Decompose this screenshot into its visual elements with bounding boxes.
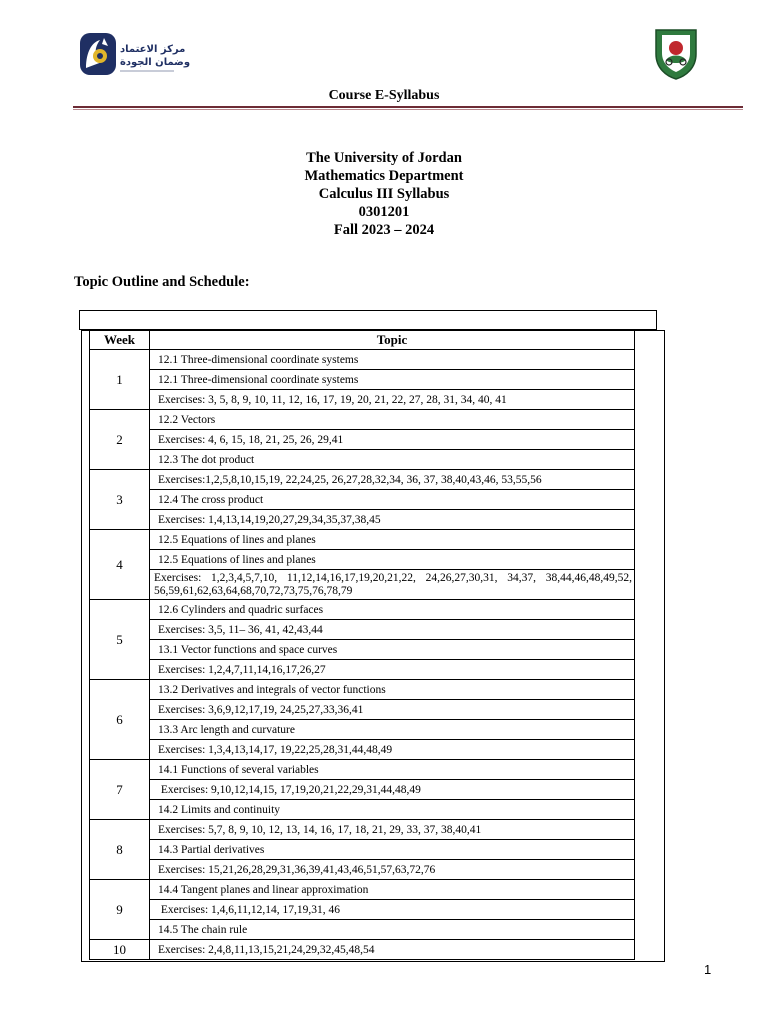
header-title: Course E-Syllabus <box>328 88 440 103</box>
table-row <box>90 840 635 860</box>
table-row <box>90 720 635 740</box>
table-row <box>90 900 635 920</box>
table-row <box>90 370 635 390</box>
table-row <box>90 600 635 620</box>
table-row <box>90 660 635 680</box>
table-row <box>90 620 635 640</box>
exercises-cell: Exercises: 1,4,6,11,12,14, 17,19,31, 46 <box>150 900 635 920</box>
topic-cell: 14.4 Tangent planes and linear approximation <box>150 880 635 900</box>
table-row <box>90 940 635 960</box>
topic-cell: 13.3 Arc length and curvature <box>150 720 635 740</box>
topic-cell: 12.1 Three-dimensional coordinate systems <box>150 350 635 370</box>
department-name: Mathematics Department <box>304 168 464 184</box>
svg-text:مركز الاعتماد: مركز الاعتماد <box>120 44 186 55</box>
exercises-cell: Exercises: 1,2,4,7,11,14,16,17,26,27 <box>150 660 635 680</box>
exercises-cell: Exercises: 9,10,12,14,15, 17,19,20,21,22,29,31,44,48,49 <box>150 780 635 800</box>
topic-cell: 14.2 Limits and continuity <box>150 800 635 820</box>
topic-cell: 14.3 Partial derivatives <box>150 840 635 860</box>
week-number-cell: 9 <box>90 880 150 940</box>
week-number-cell: 4 <box>90 530 150 600</box>
exercises-cell: Exercises: 4, 6, 15, 18, 21, 25, 26, 29,41 <box>150 430 635 450</box>
topic-cell: 12.6 Cylinders and quadric surfaces <box>150 600 635 620</box>
table-row <box>90 880 635 900</box>
table-row <box>90 760 635 780</box>
exercises-cell: Exercises:1,2,5,8,10,15,19, 22,24,25, 26,27,28,32,34, 36, 37, 38,40,43,46, 53,55,56 <box>150 470 635 490</box>
table-row <box>90 510 635 530</box>
topic-cell: 12.5 Equations of lines and planes <box>150 530 635 550</box>
course-number: 0301201 <box>358 204 410 220</box>
topic-cell: 12.5 Equations of lines and planes <box>150 550 635 570</box>
semester: Fall 2023 – 2024 <box>333 222 435 238</box>
university-name: The University of Jordan <box>306 150 462 166</box>
exercises-cell: Exercises: 1,3,4,13,14,17, 19,22,25,28,31,44,48,49 <box>150 740 635 760</box>
header-divider <box>73 106 743 108</box>
topic-column-header: Topic <box>150 330 635 350</box>
table-row <box>90 740 635 760</box>
topic-cell: 13.2 Derivatives and integrals of vector functions <box>150 680 635 700</box>
week-number-cell: 6 <box>90 680 150 760</box>
topic-cell: 12.2 Vectors <box>150 410 635 430</box>
week-number-cell: 10 <box>90 940 150 960</box>
week-number-cell: 1 <box>90 350 150 410</box>
table-row <box>90 530 635 550</box>
schedule-body <box>90 350 635 960</box>
table-row <box>90 350 635 370</box>
table-row <box>90 550 635 570</box>
week-number-cell: 5 <box>90 600 150 680</box>
table-row <box>90 570 635 600</box>
exercises-cell: Exercises: 15,21,26,28,29,31,36,39,41,43,46,51,57,63,72,76 <box>150 860 635 880</box>
exercises-cell: Exercises: 2,4,8,11,13,15,21,24,29,32,45,48,54 <box>150 940 635 960</box>
document-title-block <box>0 149 768 239</box>
week-column-header: Week <box>90 330 150 350</box>
exercises-cell: Exercises: 3, 5, 8, 9, 10, 11, 12, 16, 17, 19, 20, 21, 22, 27, 28, 31, 34, 40, 41 <box>150 390 635 410</box>
week-number-cell: 3 <box>90 470 150 530</box>
table-row <box>90 640 635 660</box>
header-divider-thin <box>73 109 743 110</box>
table-row <box>90 700 635 720</box>
table-row <box>90 780 635 800</box>
table-row <box>90 920 635 940</box>
svg-text:وضمان الجودة: وضمان الجودة <box>120 57 191 68</box>
page-number: 1 <box>704 962 712 977</box>
topic-cell: 13.1 Vector functions and space curves <box>150 640 635 660</box>
table-row <box>90 410 635 430</box>
table-row <box>90 470 635 490</box>
table-row <box>90 820 635 840</box>
week-number-cell: 8 <box>90 820 150 880</box>
exercises-cell: Exercises: 1,4,13,14,19,20,27,29,34,35,37,38,45 <box>150 510 635 530</box>
table-header-row <box>90 330 635 350</box>
topic-cell: 12.4 The cross product <box>150 490 635 510</box>
empty-header-box <box>79 310 657 330</box>
topic-cell: 14.1 Functions of several variables <box>150 760 635 780</box>
exercises-cell: Exercises: 1,2,3,4,5,7,10, 11,12,14,16,17,19,20,21,22, 24,26,27,30,31, 34,37, 38,44,46,48,49,52, 56,59,61,62,63,64,68,70,72,73,75,76,78,79 <box>150 570 635 600</box>
week-number-cell: 2 <box>90 410 150 470</box>
topic-cell: 12.3 The dot product <box>150 450 635 470</box>
table-row <box>90 390 635 410</box>
week-number-cell: 7 <box>90 760 150 820</box>
accreditation-center-logo <box>78 30 191 80</box>
table-row <box>90 490 635 510</box>
table-row <box>90 800 635 820</box>
table-row <box>90 860 635 880</box>
table-row <box>90 430 635 450</box>
exercises-cell: Exercises: 5,7, 8, 9, 10, 12, 13, 14, 16, 17, 18, 21, 29, 33, 37, 38,40,41 <box>150 820 635 840</box>
table-row <box>90 680 635 700</box>
topic-cell: 12.1 Three-dimensional coordinate systems <box>150 370 635 390</box>
schedule-table <box>89 329 635 960</box>
university-crest-logo <box>652 26 700 80</box>
section-heading: Topic Outline and Schedule: <box>74 274 250 290</box>
table-row <box>90 450 635 470</box>
course-name: Calculus III Syllabus <box>318 186 450 202</box>
topic-cell: 14.5 The chain rule <box>150 920 635 940</box>
exercises-cell: Exercises: 3,5, 11– 36, 41, 42,43,44 <box>150 620 635 640</box>
exercises-cell: Exercises: 3,6,9,12,17,19, 24,25,27,33,36,41 <box>150 700 635 720</box>
